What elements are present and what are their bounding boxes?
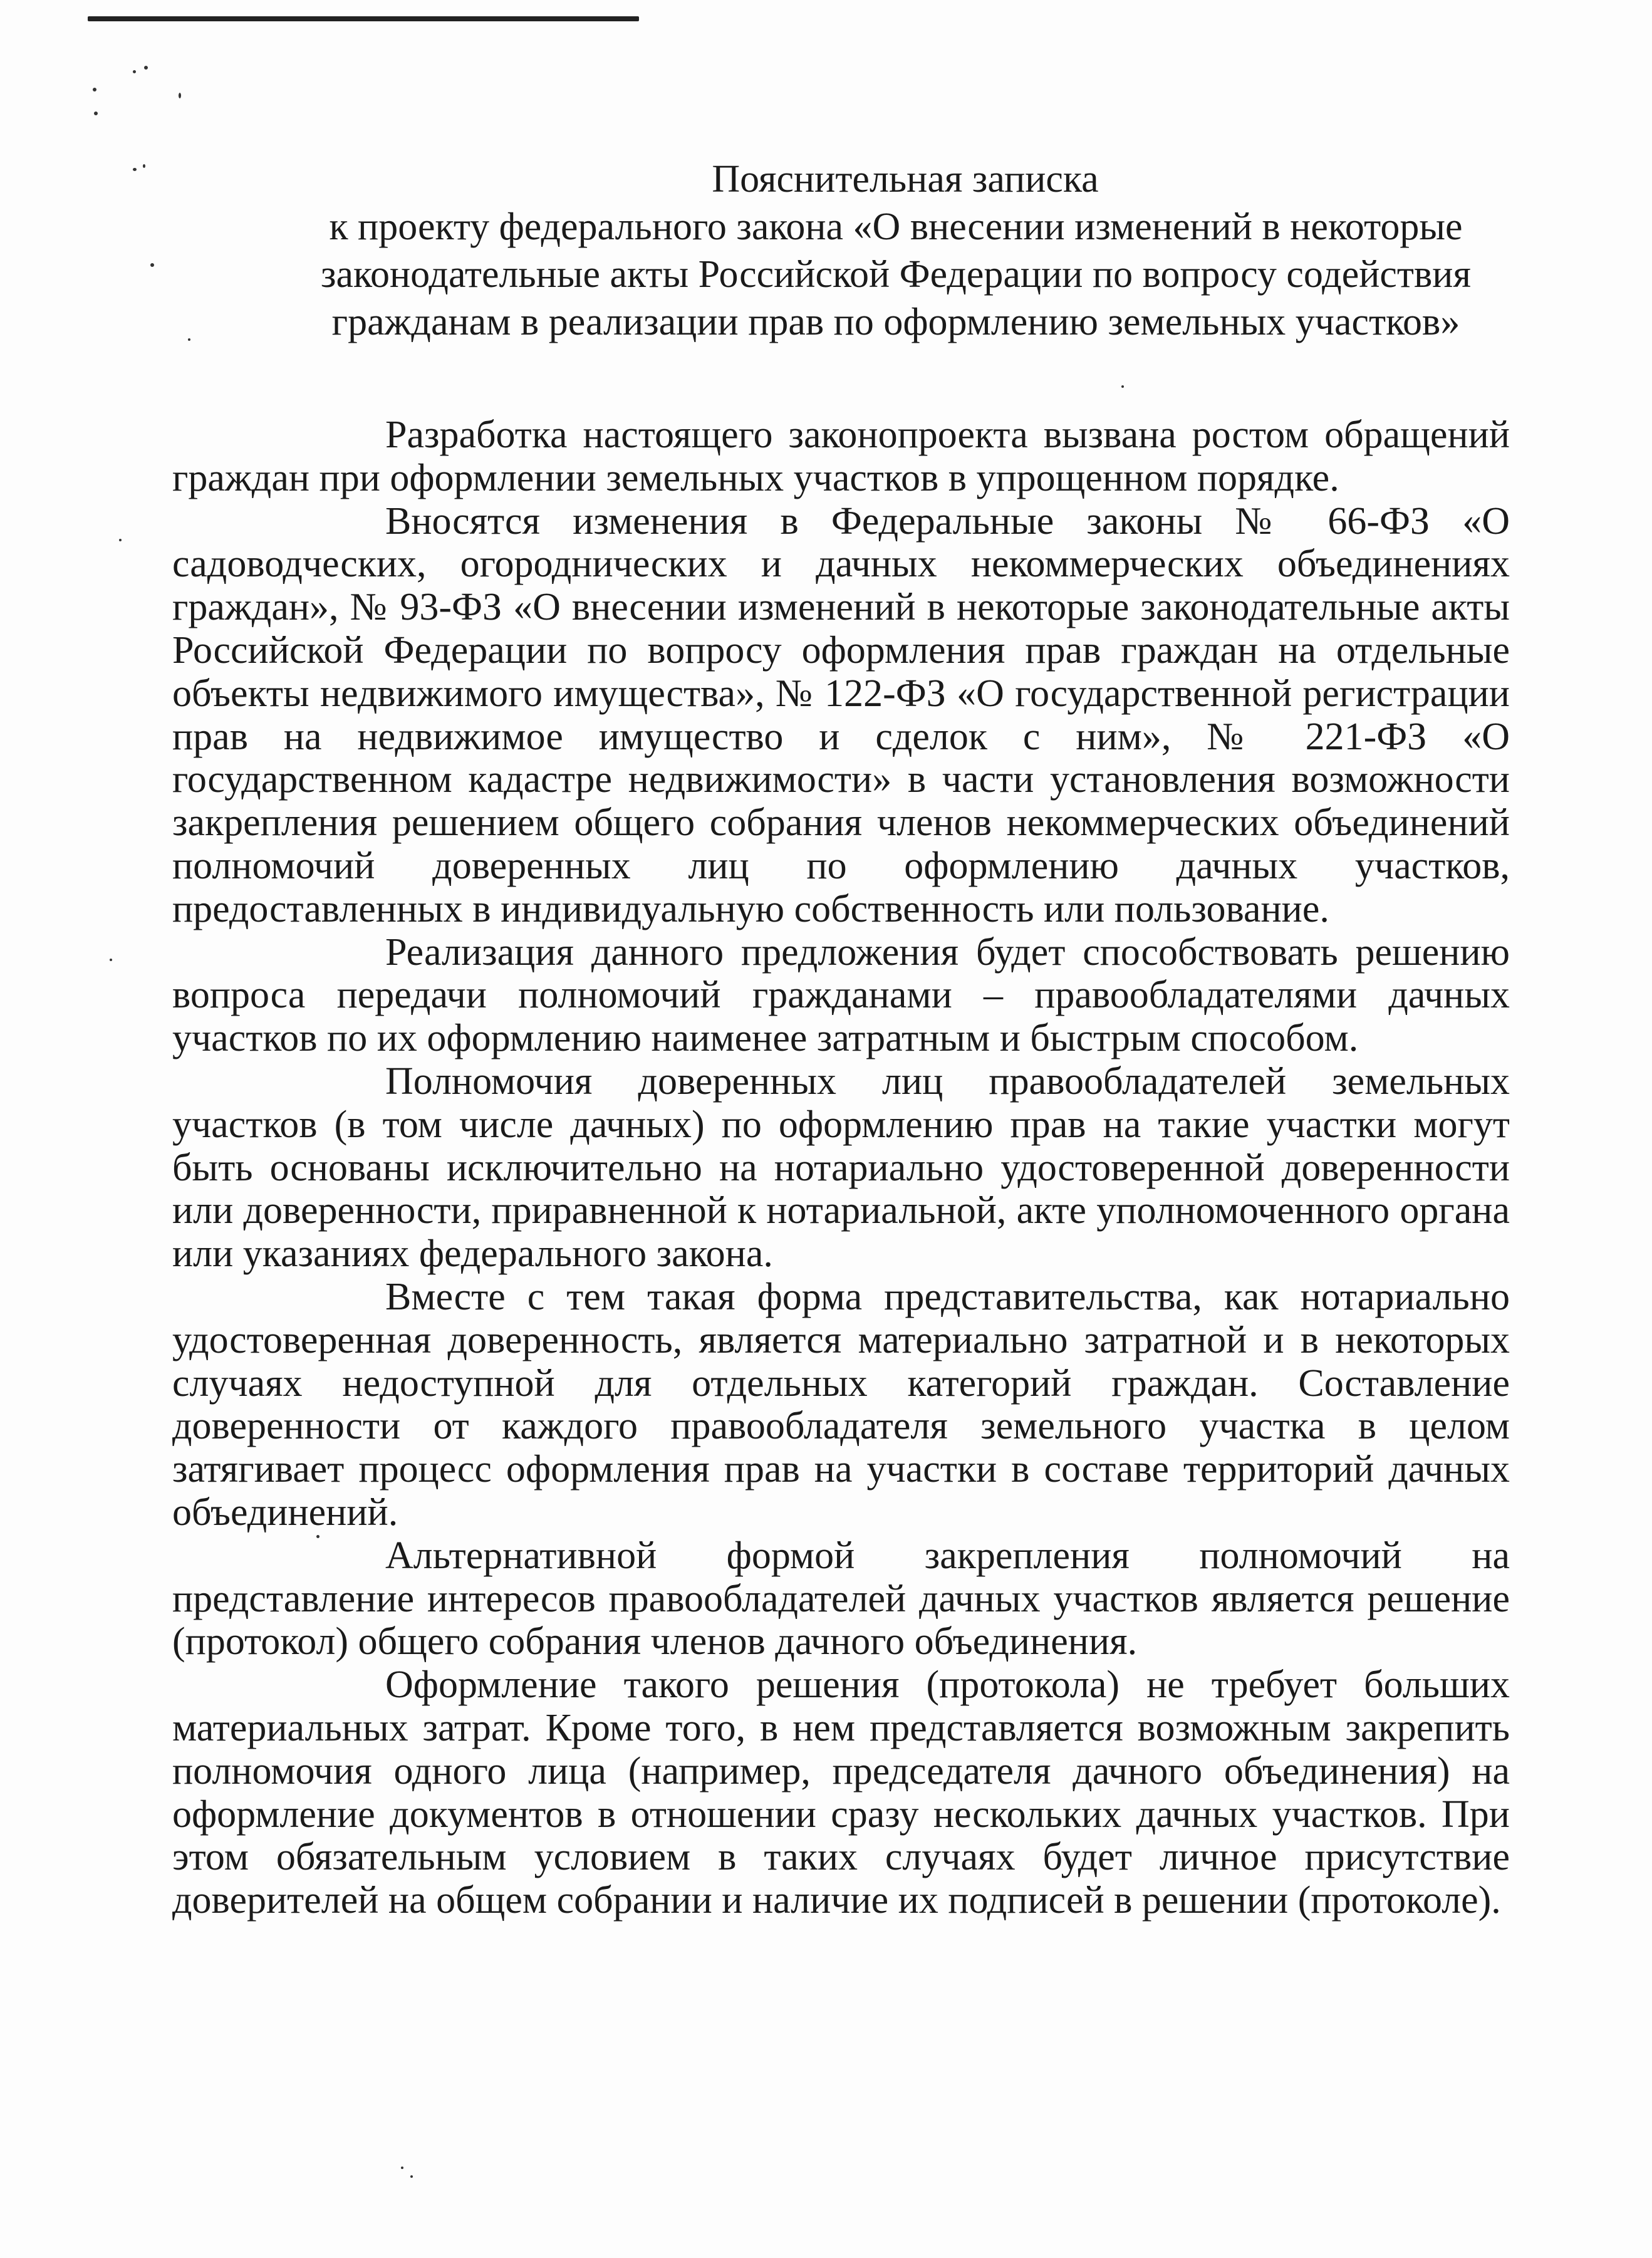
scan-speck [133,70,136,73]
scan-speck [93,88,96,91]
scan-speck [94,112,98,115]
document-title: Пояснительная записка [712,158,1099,200]
scan-speck [119,539,122,541]
scan-speck [143,164,145,168]
paragraph: Разработка настоящего законопроекта вызвана ростом обращений граждан при оформлении земельных участков в упрощенном порядке. [172,414,1510,499]
paragraph: Альтернативной формой закрепления полномочий на представление интересов правообладателей дачных участков является решение (протокол) общего собрания членов дачного объединения. [172,1534,1510,1663]
scan-speck [110,959,112,961]
paragraph: Вместе с тем такая форма представительства, как нотариально удостоверенная доверенность, является материально затратной и в некоторых случаях недоступной для отдельных категорий граждан. Составление доверенности от каждого правообладателя земельного участка в целом затягивает процесс оформления прав на участки в составе территорий дачных объединений. [172,1275,1510,1534]
scan-speck [150,263,154,267]
scan-speck [401,2167,403,2169]
document-body [172,414,1510,1922]
scan-speck [410,2175,413,2178]
scan-speck [133,168,137,171]
paragraph: Реализация данного предложения будет способствовать решению вопроса передачи полномочий гражданами – правообладателями дачных участков по их оформлению наименее затратным и быстрым способом. [172,930,1510,1060]
paragraph: Оформление такого решения (протокола) не требует больших материальных затрат. Кроме того, в нем представляется возможным закрепить полномочия одного лица (например, председателя дачного объединения) на оформление документов в отношении сразу нескольких дачных участков. При этом обязательным условием в таких случаях будет личное присутствие доверителей на общем собрании и наличие их подписей в решении (протоколе). [172,1663,1510,1922]
scan-speck [1121,385,1124,388]
scan-speck [144,66,148,70]
scan-speck [179,93,181,98]
document-subtitle: к проекту федерального закона «О внесении изменений в некоторые законодательные акты Российской Федерации по вопросу содействия гражданам в реализации прав по оформлению земельных участков» [321,206,1471,343]
document-header [269,155,1522,346]
paragraph: Полномочия доверенных лиц правообладателей земельных участков (в том числе дачных) по оформлению прав на такие участки могут быть основаны исключительно на нотариально удостоверенной доверенности или доверенности, приравненной к нотариальной, акте уполномоченного органа или указаниях федерального закона. [172,1059,1510,1276]
scan-speck [188,338,190,341]
paragraph: Вносятся изменения в Федеральные законы № 66-ФЗ «О садоводческих, огороднических и дачных некоммерческих объединениях граждан», № 93-ФЗ «О внесении изменений в некоторые законодательные акты Российской Федерации по вопросу оформления прав граждан на отдельные объекты недвижимого имущества», № 122-ФЗ «О государственной регистрации прав на недвижимое имущество и сделок с ним», № 221-ФЗ «О государственном кадастре недвижимости» в части установления возможности закрепления решением общего собрания членов некоммерческих объединений полномочий доверенных лиц по оформлению дачных участков, предоставленных в индивидуальную собственность или пользование. [172,499,1510,930]
scan-top-rule [88,16,639,21]
